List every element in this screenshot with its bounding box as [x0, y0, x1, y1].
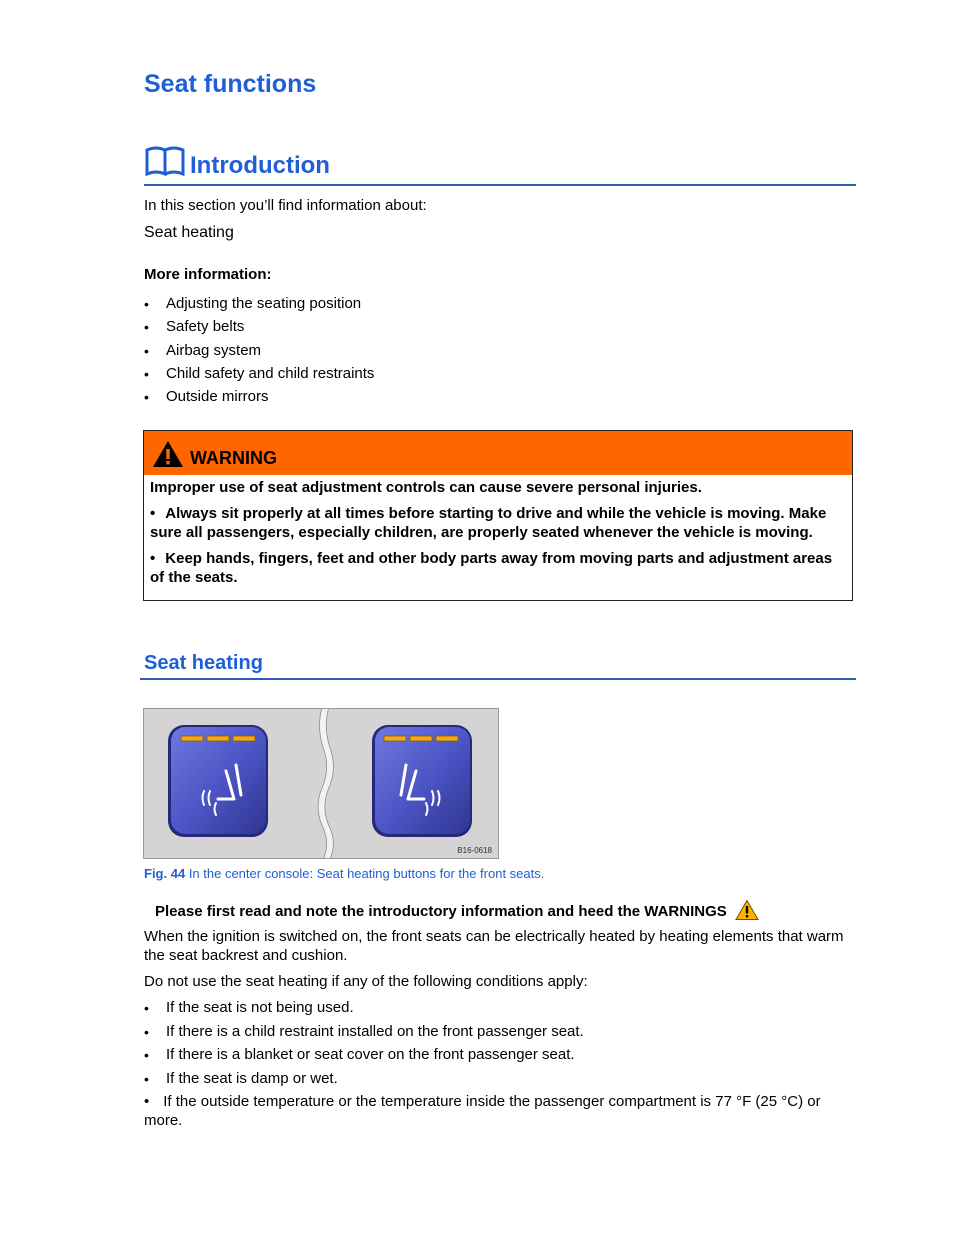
warning-triangle-icon: [151, 439, 185, 469]
warning-bullet: • Keep hands, fingers, feet and other body parts away from moving parts and adjustment areas of the seats.: [150, 550, 833, 586]
warning-title: WARNING: [190, 448, 277, 468]
introduction-title: Introduction: [190, 152, 330, 179]
list-item[interactable]: • Child safety and child restraints: [144, 364, 644, 387]
bullet-icon: •: [150, 505, 156, 522]
book-icon: [144, 144, 188, 178]
caption-label: Fig. 44: [144, 866, 186, 881]
warning-header: [144, 431, 852, 475]
more-info-list: [144, 294, 644, 410]
seat-heating-title: Seat heating: [144, 652, 263, 674]
seat-heating-header: [140, 650, 856, 680]
figure-code: B16-0618: [457, 846, 492, 855]
seat-heating-figure: [143, 708, 499, 859]
list-item: • If there is a child restraint installed on the front passenger seat.: [144, 1022, 856, 1046]
list-item[interactable]: • Adjusting the seating position: [144, 294, 644, 317]
left-seat-heating-button[interactable]: [168, 725, 268, 837]
page-title: Seat functions: [144, 70, 317, 98]
list-item: • If the seat is not being used.: [144, 998, 856, 1022]
caption-text: In the center console: Seat heating buttons for the front seats.: [188, 866, 545, 881]
warning-bullet: • Always sit properly at all times before starting to drive and while the vehicle is moving. Make sure all passengers, especially children, are properly seated whenever the vehicle is moving.: [150, 505, 827, 541]
notice-text: Please first read and note the introductory information and heed the WARNINGS: [155, 903, 727, 920]
topic-link-seat-heating[interactable]: Seat heating: [144, 224, 234, 241]
list-item[interactable]: • Airbag system: [144, 341, 644, 364]
paragraph-conditions-intro: Do not use the seat heating if any of the following conditions apply:: [144, 973, 588, 990]
list-item[interactable]: • Outside mirrors: [144, 387, 644, 410]
notice-line: [155, 899, 759, 921]
right-seat-heating-button[interactable]: [372, 725, 472, 837]
warning-triangle-icon[interactable]: [735, 899, 759, 921]
list-item[interactable]: • Safety belts: [144, 317, 644, 340]
bullet-icon: •: [150, 550, 156, 567]
intro-lead: In this section you’ll find information about:: [144, 197, 427, 214]
seat-heating-buttons-illustration: [144, 709, 498, 858]
more-info-label: More information:: [144, 266, 272, 283]
warning-box: [143, 430, 853, 601]
conditions-list: [144, 998, 856, 1092]
figure-caption: [144, 866, 544, 881]
bullet-icon: •: [144, 1093, 150, 1110]
list-item: • If the seat is damp or wet.: [144, 1069, 856, 1093]
introduction-header: [144, 142, 856, 186]
paragraph-ignition: When the ignition is switched on, the front seats can be electrically heated by heating elements that warm the seat backrest and cushion.: [144, 928, 844, 964]
list-item: • If the outside temperature or the temperature inside the passenger compartment is 77 °F (25 °C) or more.: [144, 1093, 821, 1129]
warning-body: [150, 478, 840, 594]
warning-intro: Improper use of seat adjustment controls can cause severe personal injuries.: [150, 479, 702, 496]
list-item: • If there is a blanket or seat cover on the front passenger seat.: [144, 1045, 856, 1069]
